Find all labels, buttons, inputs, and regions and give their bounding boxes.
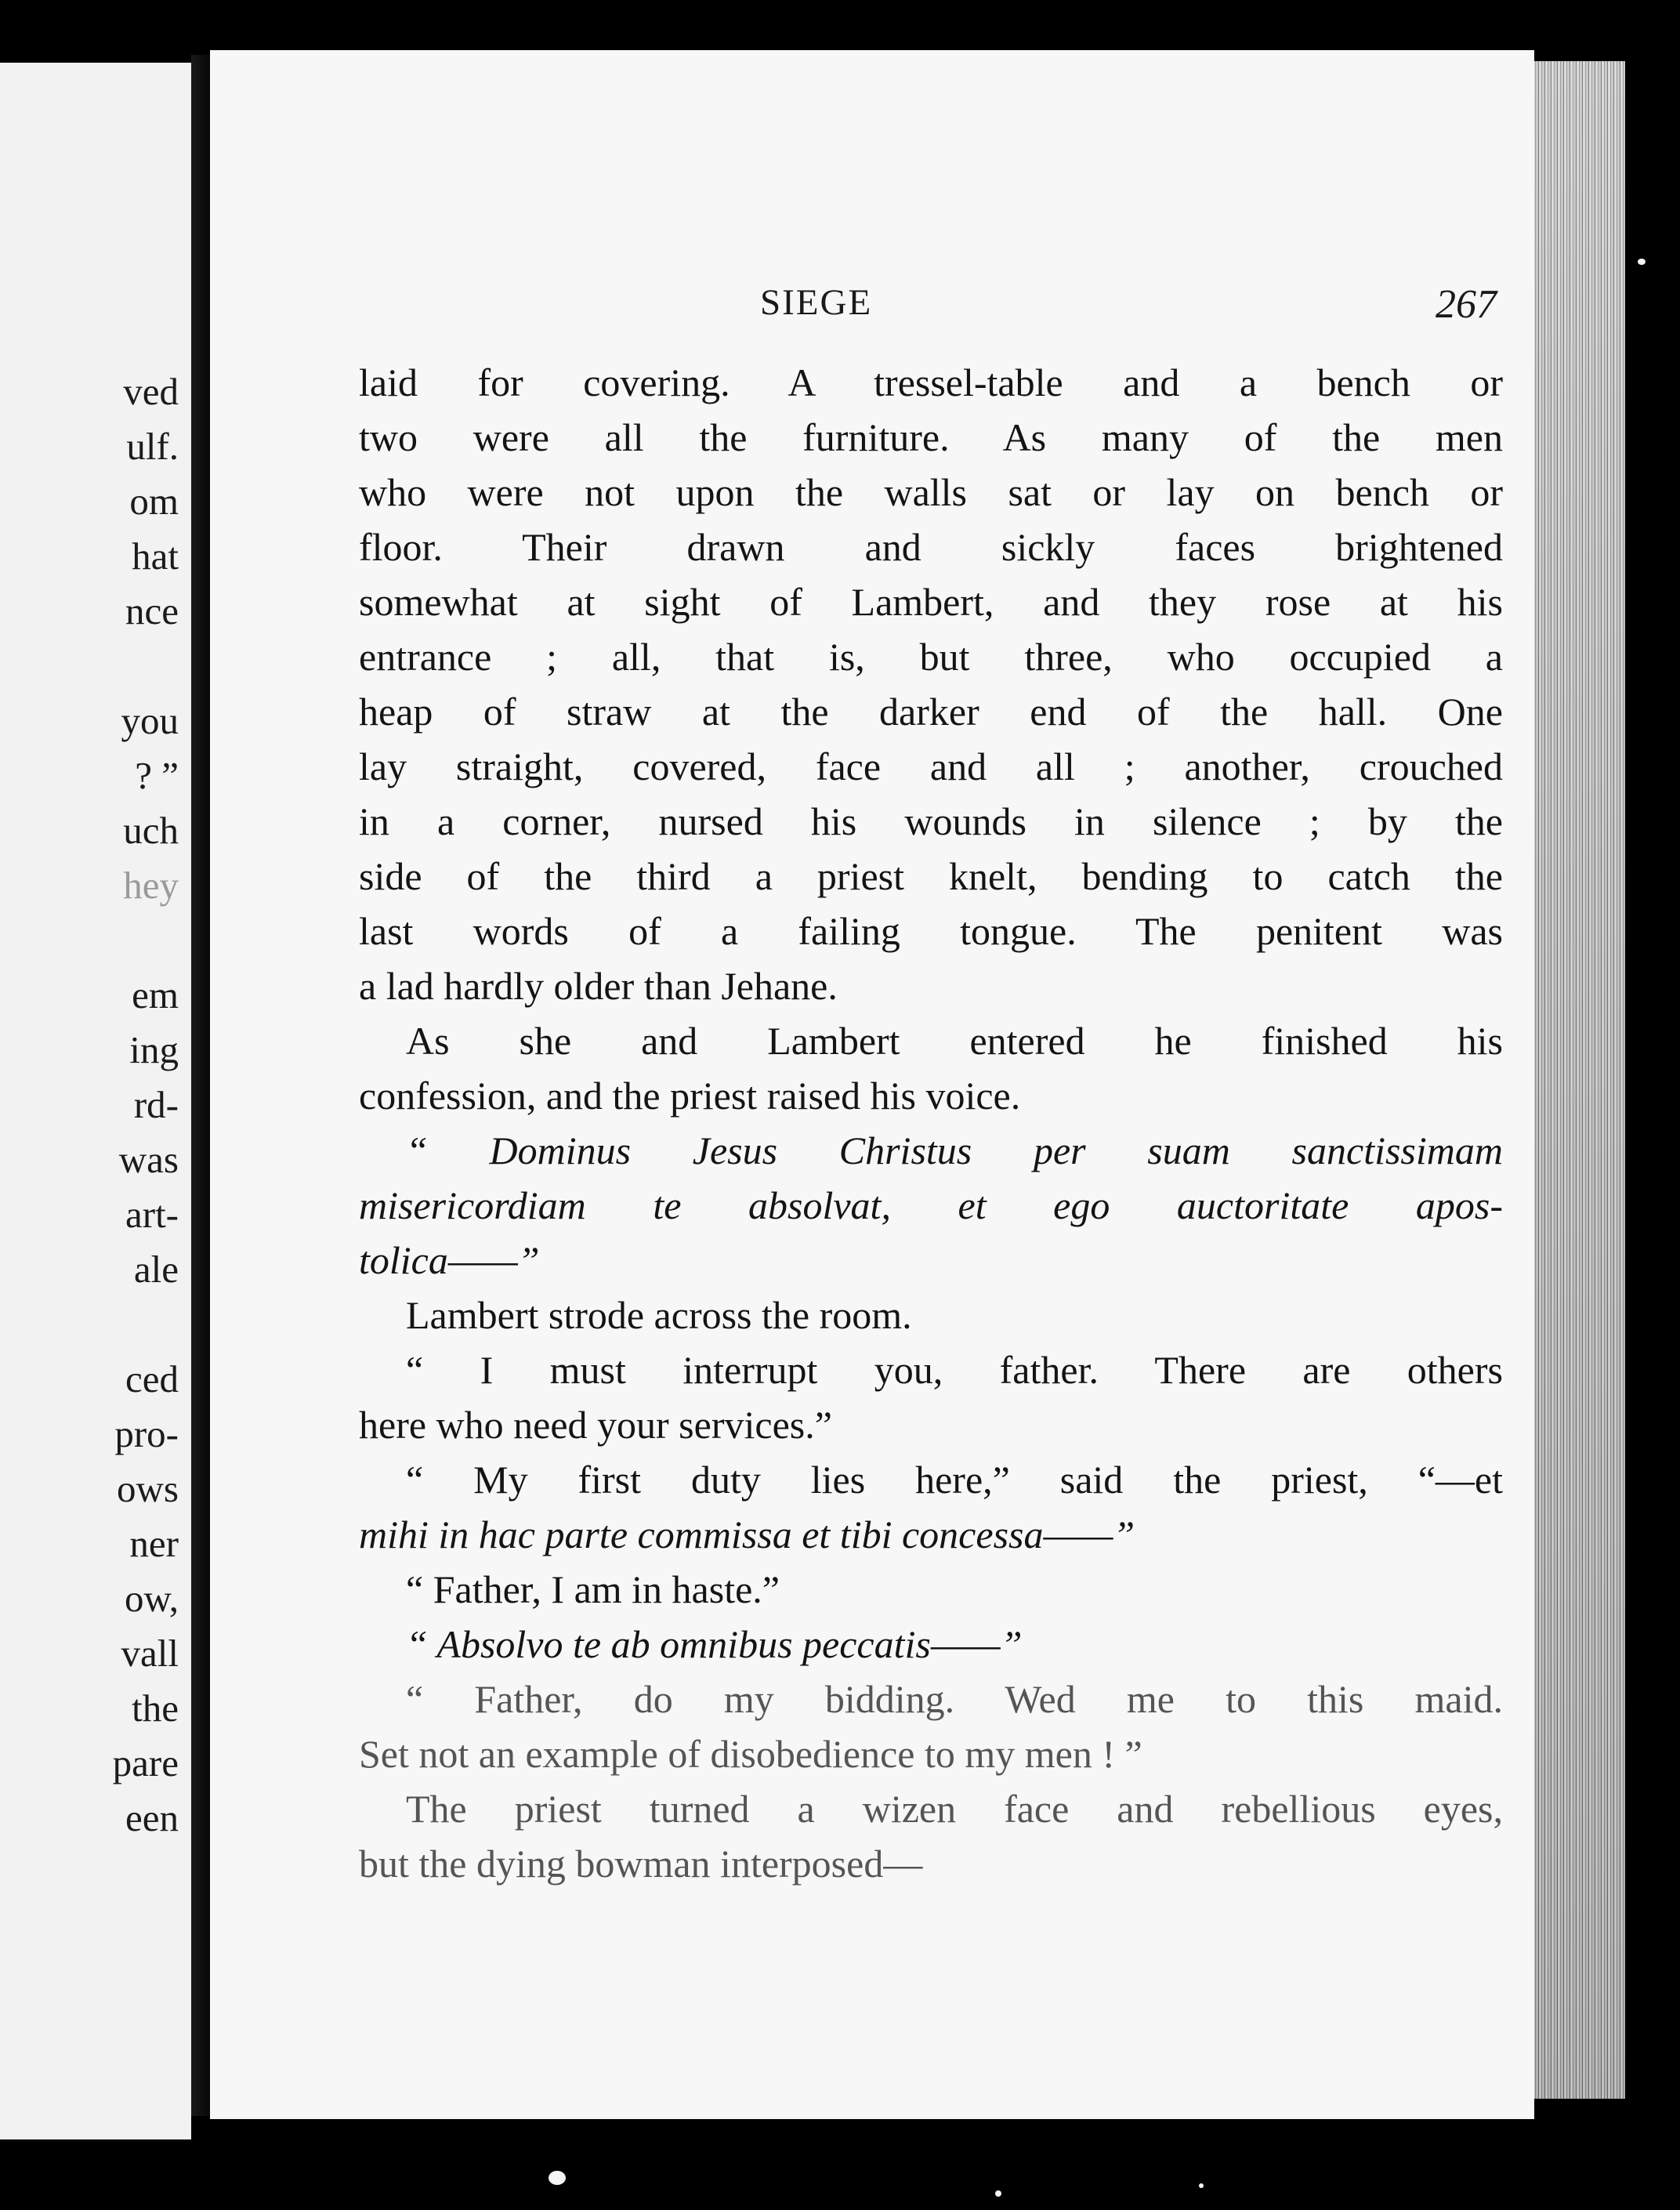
previous-page-line: ale [133,1248,179,1291]
text-line: laid for covering. A tressel-table and a bench or [359,360,1503,404]
latin-text-line: tolica——” [359,1238,540,1282]
latin-text-line: mihi in hac parte commissa et tibi concessa——” [359,1513,1135,1556]
latin-text-line: “ Dominus Jesus Christus per suam sanctissimam [406,1129,1503,1172]
text-line: lay straight, covered, face and all ; another, crouched [359,745,1503,788]
text-line: “ I must interrupt you, father. There are others [406,1348,1503,1392]
page-edges [1526,61,1625,2099]
previous-page-line: the [132,1686,179,1730]
page-number: 267 [1436,282,1497,327]
text-line: entrance ; all, that is, but three, who occupied a [359,635,1503,679]
previous-page-line: ows [117,1467,179,1510]
latin-text-line: “ Absolvo te ab omnibus peccatis——” [406,1622,1023,1666]
text-line: in a corner, nursed his wounds in silence ; by the [359,799,1503,843]
previous-page-line: nce [125,589,179,632]
dust-speck [549,2171,566,2185]
dust-speck [1638,259,1646,265]
previous-page-line: ow, [125,1577,179,1620]
previous-page-line: you [121,699,179,742]
text-line: floor. Their drawn and sickly faces brightened [359,525,1503,569]
text-line: a lad hardly older than Jehane. [359,964,838,1008]
text-line: “ Father, I am in haste.” [406,1567,780,1611]
text-line: “ Father, do my bidding. Wed me to this maid. [406,1677,1503,1721]
previous-page-line: pro- [114,1412,179,1455]
latin-text-line: misericordiam te absolvat, et ego auctoritate apos- [359,1183,1503,1227]
previous-page-line: hat [132,534,179,578]
previous-page-fragment [0,63,191,2139]
previous-page-line: rd- [133,1083,179,1126]
running-title: SIEGE [760,282,873,323]
previous-page-line: ? ” [135,754,179,797]
book-page [210,50,1534,2119]
previous-page-line: uch [123,809,179,852]
previous-page-line: was [118,1138,179,1181]
text-line: The priest turned a wizen face and rebellious eyes, [406,1787,1503,1831]
text-line: who were not upon the walls sat or lay on bench or [359,470,1503,514]
previous-page-line: vall [121,1632,179,1675]
previous-page-line: ved [123,370,179,413]
previous-page-line: ner [129,1522,179,1565]
running-head [210,281,1534,328]
previous-page-line: ing [129,1028,179,1071]
previous-page-line: hey [123,864,179,907]
text-line: As she and Lambert entered he finished his [406,1019,1503,1063]
text-line: but the dying bowman interposed— [359,1842,923,1886]
text-line: last words of a failing tongue. The penitent was [359,909,1503,953]
previous-page-line: ulf. [126,425,179,468]
previous-page-line: om [129,480,179,523]
previous-page-line: pare [112,1741,179,1784]
previous-page-line: em [132,973,179,1016]
previous-page-line: art- [125,1193,179,1236]
book-gutter [191,55,212,2116]
text-line: somewhat at sight of Lambert, and they rose at his [359,580,1503,624]
previous-page-line: ced [125,1357,179,1400]
text-line: Set not an example of disobedience to my men ! ” [359,1732,1142,1776]
dust-speck [995,2190,1001,2197]
text-line: Lambert strode across the room. [406,1293,912,1337]
text-line: “ My first duty lies here,” said the priest, “—et [406,1458,1503,1502]
text-line: side of the third a priest knelt, bending to catch the [359,854,1503,898]
text-line: confession, and the priest raised his voice. [359,1074,1021,1118]
text-line: heap of straw at the darker end of the hall. One [359,690,1503,734]
text-line: two were all the furniture. As many of the men [359,415,1503,459]
dust-speck [1199,2183,1204,2188]
text-line: here who need your services.” [359,1403,832,1447]
previous-page-line: een [125,1796,179,1839]
